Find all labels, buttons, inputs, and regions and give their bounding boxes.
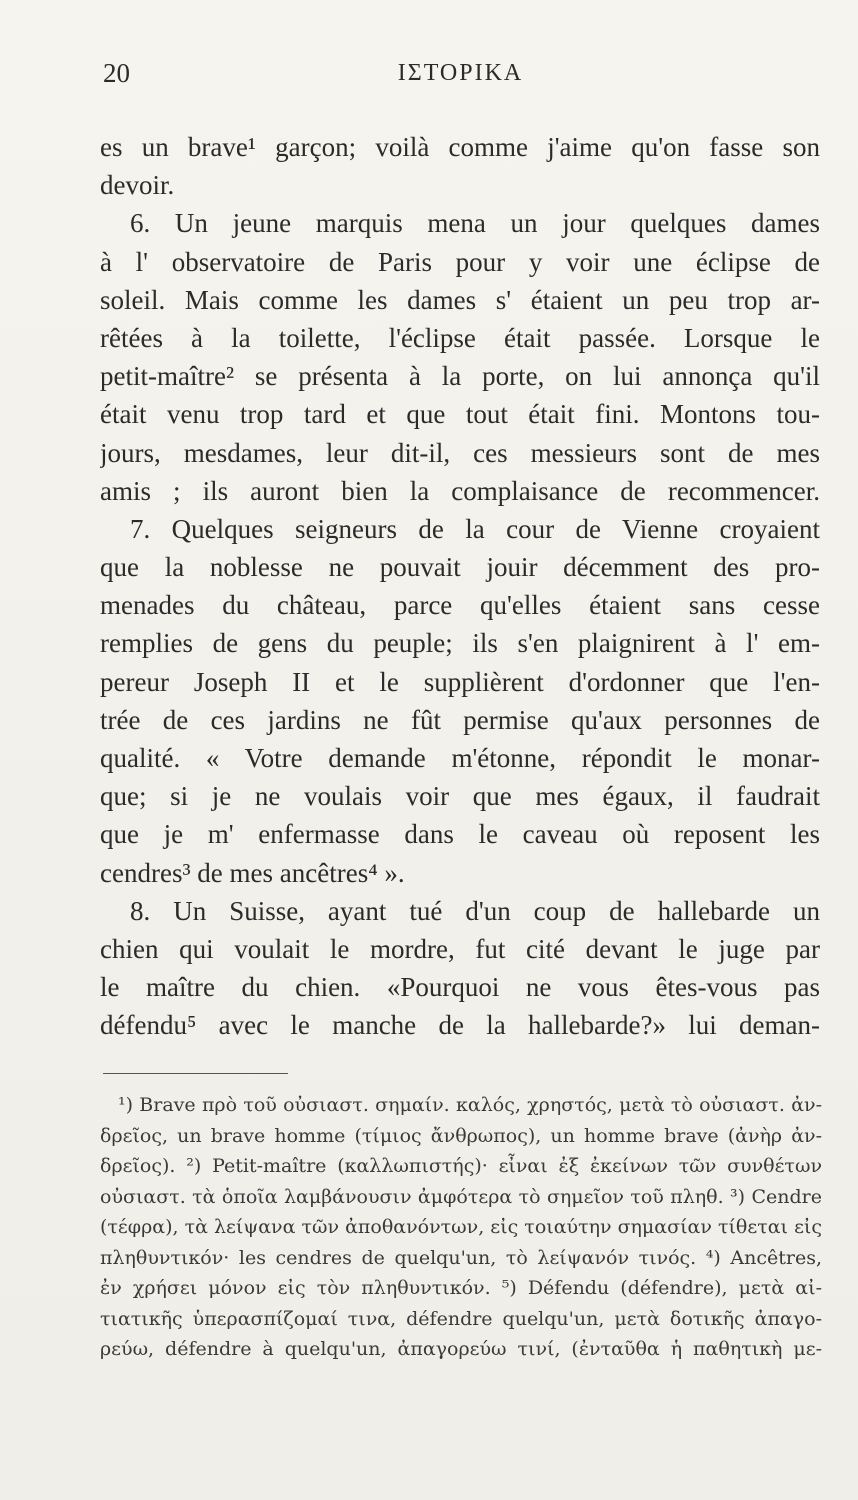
body-line: pereur Joseph II et le supplièrent d'ordonner que l'en-	[100, 666, 820, 697]
body-line: que la noblesse ne pouvait jouir décemment des pro-	[100, 552, 820, 583]
body-line: devoir.	[100, 170, 175, 201]
body-line: cendres³ de mes ancêtres⁴ ».	[100, 857, 405, 888]
body-line: chien qui voulait le mordre, fut cité devant le juge par	[100, 933, 820, 964]
body-line: soleil. Mais comme les dames s' étaient un peu trop ar-	[100, 284, 820, 315]
footnote-line: πληθυντικόν· les cendres de quelqu'un, τὸ λείψανόν τινός. ⁴) Ancêtres,	[100, 1246, 822, 1269]
footnote-line: (τέφρα), τὰ λείψανα τῶν ἀποθανόντων, εἰς τοιαύτην σημασίαν τίθεται εἰς	[100, 1216, 822, 1238]
body-line: qualité. « Votre demande m'étonne, répondit le monar-	[100, 743, 820, 773]
footnote-line: δρεῖος). ²) Petit-maître (καλλωπιστής)· εἶναι ἐξ ἐκείνων τῶν συνθέτων	[100, 1155, 822, 1177]
body-line: était venu trop tard et que tout était fini. Montons tou-	[100, 399, 820, 430]
body-line: défendu⁵ avec le manche de la hallebarde?» lui deman-	[100, 1010, 820, 1041]
body-line: remplies de gens du peuple; ils s'en plaignirent à l' em-	[100, 628, 820, 659]
body-line: menades du château, parce qu'elles étaient sans cesse	[100, 590, 820, 621]
body-line: que je m' enfermasse dans le caveau où reposent les	[100, 819, 820, 850]
body-line: que; si je ne voulais voir que mes égaux, il faudrait	[100, 781, 820, 812]
footnote-line: δρεῖος, un brave homme (τίμιος ἄνθρωπος), un homme brave (ἀνὴρ ἀν-	[100, 1124, 822, 1147]
footnotes	[100, 1090, 822, 1365]
footnote-line: ¹) Brave πρὸ τοῦ οὐσιαστ. σημαίν. καλός, χρηστός, μετὰ τὸ οὐσιαστ. ἀν-	[118, 1094, 822, 1116]
footnote-line: ἐν χρήσει μόνον εἰς τὸν πληθυντικόν. ⁵) Défendu (défendre), μετὰ αἰ-	[100, 1277, 822, 1299]
body-line: jours, mesdames, leur dit-il, ces messieurs sont de mes	[100, 437, 820, 468]
body-line: es un brave¹ garçon; voilà comme j'aime qu'on fasse son	[100, 132, 820, 162]
body-line: trée de ces jardins ne fût permise qu'aux personnes de	[100, 704, 820, 735]
footnote-line: τιατικῆς ὑπερασπίζομαί τινα, défendre quelqu'un, μετὰ δοτικῆς ἀπαγο-	[100, 1307, 822, 1330]
body-line: amis ; ils auront bien la complaisance de recommencer.	[100, 475, 820, 506]
body-line: à l' observatoire de Paris pour y voir une éclipse de	[100, 246, 820, 277]
page-number: 20	[103, 58, 130, 88]
running-head: ΙΣΤΟΡΙΚΑ	[397, 60, 524, 86]
page-header	[103, 58, 818, 98]
body-line: 8. Un Suisse, ayant tué d'un coup de hallebarde un	[130, 895, 820, 926]
body-text	[100, 128, 820, 1045]
body-line: rêtées à la toilette, l'éclipse était passée. Lorsque le	[100, 322, 820, 353]
footnote-line: οὐσιαστ. τὰ ὁποῖα λαμβάνουσιν ἀμφότερα τὸ σημεῖον τοῦ πληθ. ³) Cendre	[100, 1185, 822, 1208]
body-line: petit-maître² se présenta à la porte, on lui annonça qu'il	[100, 361, 820, 392]
body-line: 6. Un jeune marquis mena un jour quelques dames	[130, 208, 820, 239]
footnote-divider	[103, 1073, 288, 1074]
footnote-line: ρεύω, défendre à quelqu'un, ἀπαγορεύω τινί, (ἐνταῦθα ἡ παθητικὴ με-	[100, 1338, 822, 1360]
body-line: 7. Quelques seigneurs de la cour de Vienne croyaient	[130, 513, 820, 544]
body-line: le maître du chien. «Pourquoi ne vous êtes-vous pas	[100, 972, 820, 1003]
